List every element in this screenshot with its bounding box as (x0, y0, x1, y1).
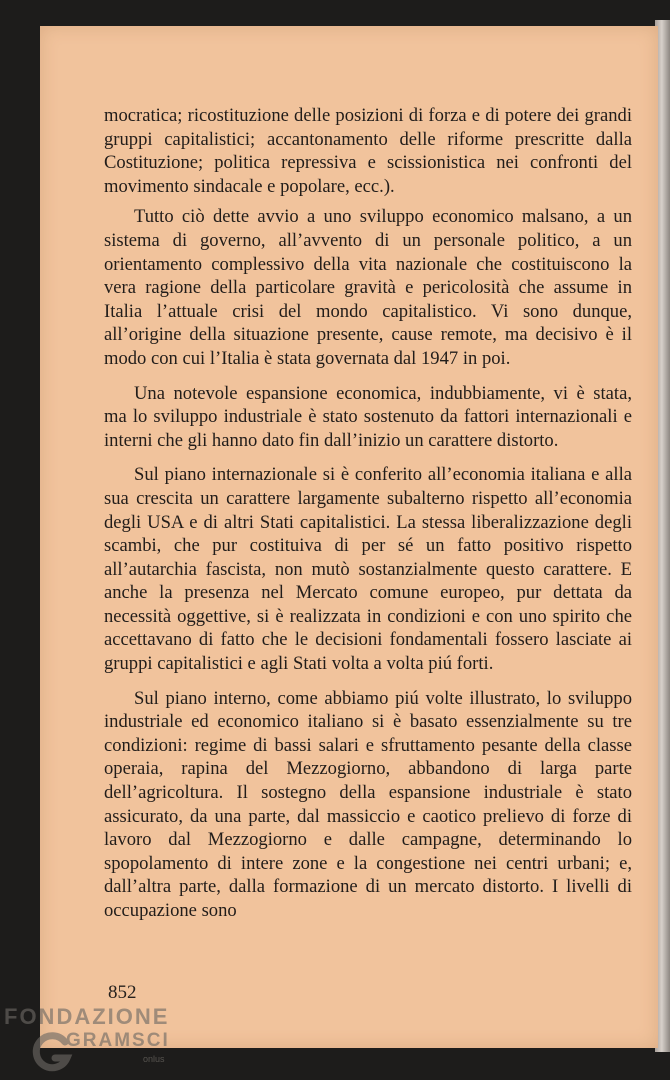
paragraph-5: Sul piano interno, come abbiamo piú volte illustrato, lo sviluppo industriale ed economico italiano si è basato essenzialmente su tre condizioni: regime di bassi salari e sfruttamento pesante della classe operaia, rapina del Mezzogiorno, abbandono di larga parte dell’agricoltura. Il sostegno della espansione industriale è stato assicurato, da una parte, dal massiccio e caotico prelievo di forze di lavoro dal Mezzogiorno e dalle campagne, determinando lo spopolamento di intere zone e la congestione nei centri urbani; e, dall’altra parte, dalla formazione di un mercato distorto. I livelli di occupazione sono (104, 687, 632, 921)
fondazione-gramsci-watermark (4, 1004, 194, 1080)
watermark-subtitle: onlus (143, 1054, 165, 1064)
paragraph-4: Sul piano internazionale si è conferito all’economia italiana e alla sua crescita un carattere largamente subalterno rispetto all’economia degli USA e di altri Stati capitalistici. La stessa liberalizzazione degli scambi, che pur costituiva di per sé un fatto positivo rispetto all’autarchia fascista, non mutò sostanzialmente questo carattere. E anche la presenza nel Mercato comune europeo, pur dettata da necessità oggettive, si è realizzata in condizioni e con uno spirito che accettavano di fatto che le decisioni fondamentali fossero lasciate ai gruppi capitalistici e agli Stati volta a volta piú forti. (104, 464, 632, 675)
paragraph-3: Una notevole espansione economica, indubbiamente, vi è stata, ma lo sviluppo industriale è stato sostenuto da fattori internazionali e interni che gli hanno dato fin dall’inizio un carattere distorto. (104, 382, 632, 451)
paragraph-1: mocratica; ricostituzione delle posizioni di forza e di potere dei grandi gruppi capitalistici; accantonamento delle riforme prescritte dalla Costituzione; politica repressiva e scissionistica nei confronti del movimento sindacale e popolare, ecc.). (104, 105, 632, 197)
watermark-line-2: GRAMSCI (66, 1030, 170, 1051)
page-text (104, 104, 632, 934)
paragraph-2: Tutto ciò dette avvio a uno sviluppo economico malsano, a un sistema di governo, all’avvento di un personale politico, a un orientamento complessivo della vita nazionale che costituiscono la vera ragione della particolare gravità e pericolosità che assume in Italia l’attuale crisi del mondo capitalistico. Vi sono dunque, all’origine della situazione presente, cause remote, ma decisivo è il modo con cui l’Italia è stata governata dal 1947 in poi. (104, 206, 632, 369)
watermark-line-1: FONDAZIONE (4, 1004, 170, 1029)
page-number: 852 (108, 982, 137, 1003)
